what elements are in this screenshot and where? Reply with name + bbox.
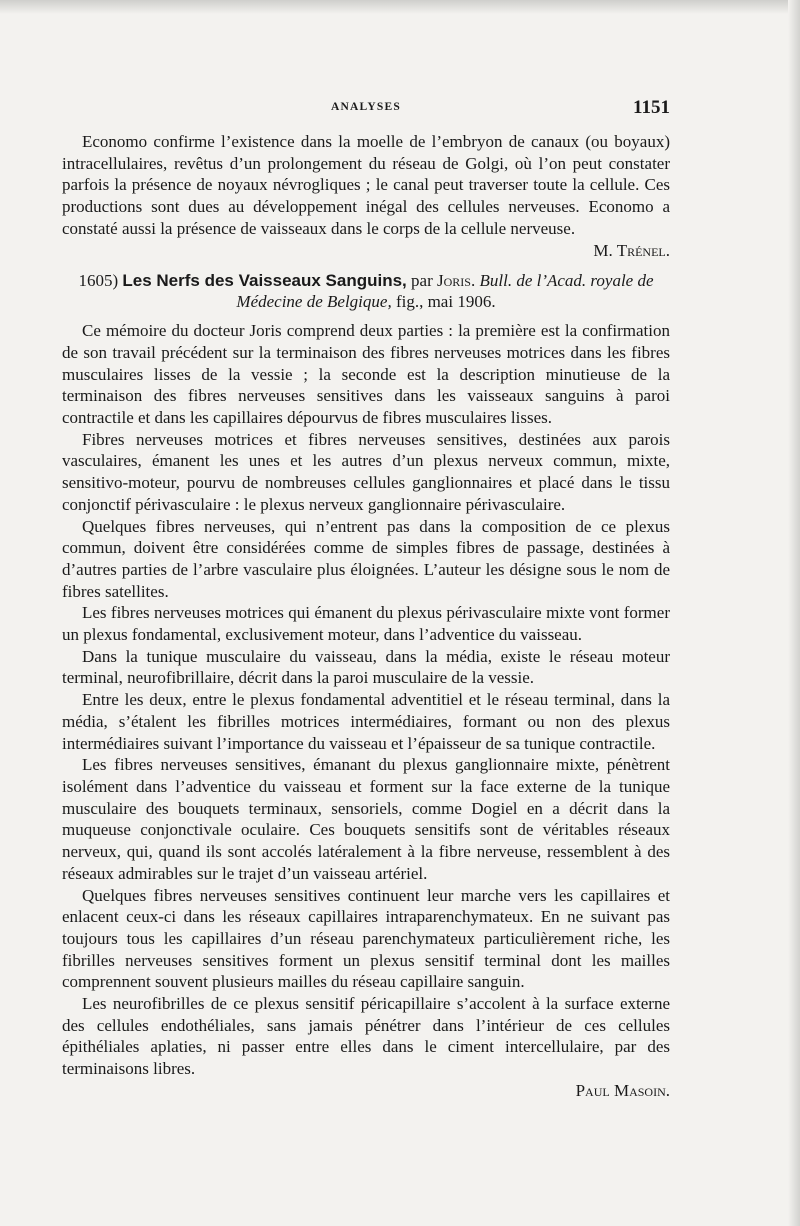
paragraph-3: Quelques fibres nerveuses, qui n’entrent pas dans la composition de ce plexus commun, doivent être considérées comme de simples fibres de passage, destinées à d’autres parties de l’arbre vasculaire plus éloignées. L’auteur les désigne sous le nom de fibres satellites. xyxy=(62,516,670,601)
entry-by: par xyxy=(411,271,433,291)
entry-author: Joris. xyxy=(437,271,476,291)
previous-entry-text: Economo confirme l’existence dans la moelle de l’embryon de canaux (ou boyaux) intracellulaires, revêtus d’un prolongement du réseau de Golgi, où l’on peut constater parfois la présence de noyaux névrogliques ; le canal peut traverser toute la cellule. Ces productions sont dues au développement inégal des cellules nerveuses. Economo a constaté aussi la présence de vaisseaux dans le corps de la cellule nerveuse. xyxy=(62,132,670,238)
paragraph-4: Les fibres nerveuses motrices qui émanent du plexus périvasculaire mixte vont former un plexus fondamental, exclusivement moteur, dans l’adventice du vaisseau. xyxy=(62,603,670,645)
previous-entry-signature: M. Trénel. xyxy=(593,240,670,260)
paragraph-5: Dans la tunique musculaire du vaisseau, dans la média, existe le réseau moteur terminal, neurofibrillaire, décrit dans la paroi musculaire de la vessie. xyxy=(62,646,670,688)
paragraph-9: Les neurofibrilles de ce plexus sensitif péricapillaire s’accolent à la surface externe des cellules endothéliales, sans jamais pénétrer dans l’intérieur de ces cellules épithéliales aplaties, ni passer entre elles dans le ciment intercellulaire, par des terminaisons libres. xyxy=(62,994,670,1079)
entry-details: fig., mai 1906. xyxy=(395,292,496,312)
page-number: 1151 xyxy=(633,97,670,118)
paragraph-2: Fibres nerveuses motrices et fibres nerveuses sensitives, destinées aux parois vasculaires, émanent les unes et les autres d’un plexus nerveux commun, mixte, sensitivo-moteur, pourvu de nombreuses cellules ganglionnaires et placé dans le tissu conjonctif périvasculaire : le plexus nerveux ganglionnaire périvasculaire. xyxy=(62,429,670,514)
entry-heading xyxy=(62,270,670,312)
section-title: ANALYSES xyxy=(331,101,401,113)
body-text xyxy=(62,131,670,1102)
entry-journal: Bull. de l’Acad. royale de Médecine de Belgique, xyxy=(236,271,654,312)
running-header xyxy=(62,97,670,125)
entry-title: Les Nerfs des Vaisseaux Sanguins, xyxy=(122,271,407,291)
paragraph-6: Entre les deux, entre le plexus fondamental adventitiel et le réseau terminal, dans la média, s’étalent les fibrilles motrices intermédiaires, formant ou non des plexus intermédiaires suivant l’importance du vaisseau et l’épaisseur de sa tunique contractile. xyxy=(62,690,670,753)
final-signature: Paul Masoin. xyxy=(575,1080,670,1100)
paragraph-7: Les fibres nerveuses sensitives, émanant du plexus ganglionnaire mixte, pénètrent isolément dans l’adventice du vaisseau et forment sur la face externe de la tunique musculaire des bouquets terminaux, sensoriels, comme Dogiel en a décrit dans la muqueuse conjonctivale oculaire. Ces bouquets sensitifs sont de véritables réseaux nerveux, qui, quand ils sont accolés latéralement à la fibre nerveuse, ressemblent à des réseaux admirables sur le trajet d’un vaisseau artériel. xyxy=(62,755,670,883)
paragraph-8: Quelques fibres nerveuses sensitives continuent leur marche vers les capillaires et enlacent ceux-ci dans les réseaux capillaires intraparenchymateux. En ne suivant pas toujours tous les capillaires d’un réseau parenchymateux particulièrement riche, les fibrilles nerveuses sensitives forment un plexus sensitif terminal dont les mailles comprennent souvent plusieurs mailles du réseau capillaire sanguin. xyxy=(62,885,670,992)
entry-number: 1605) xyxy=(78,271,119,291)
previous-entry-paragraph xyxy=(62,131,670,261)
paragraph-1: Ce mémoire du docteur Joris comprend deux parties : la première est la confirmation de son travail précédent sur la terminaison des fibres nerveuses motrices dans les fibres musculaires lisses de la vessie ; la seconde est la description minutieuse de la terminaison des fibres nerveuses sensitives dans les vaisseaux sanguins à paroi contractile et dans les capillaires dépourvus de fibres musculaires lisses. xyxy=(62,321,670,428)
